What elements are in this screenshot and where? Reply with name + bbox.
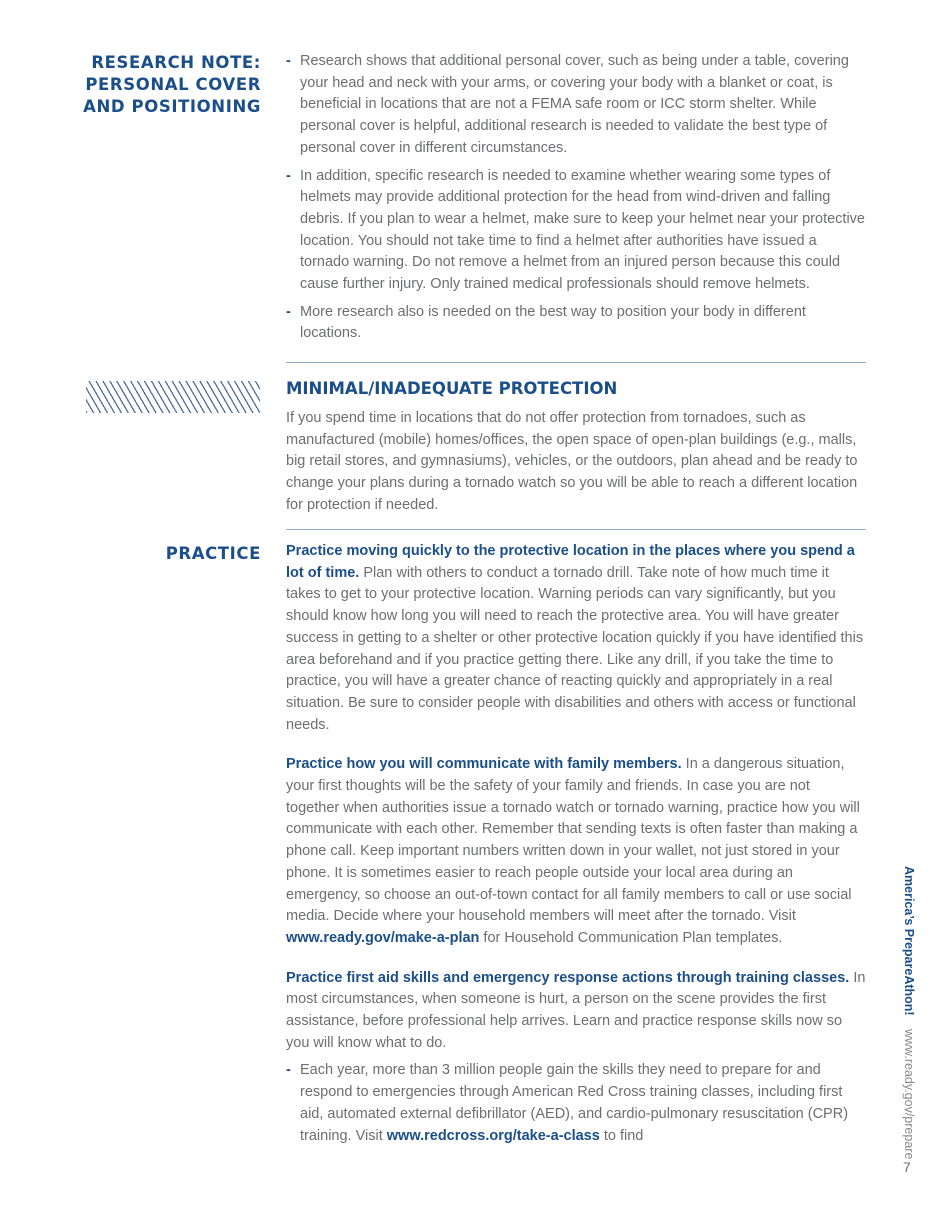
bullet-text: Each year, more than 3 million people gain the skills they need to prepare for and respond to emergencies through American Red Cross training classes, including first aid, automated external defibrillator (AED), and cardio-pulmonary resuscitation (CPR) training. Visit xyxy=(300,1062,849,1144)
bullet-tail: to find xyxy=(599,1127,644,1144)
practice-heading: PRACTICE xyxy=(165,544,261,563)
dash-icon: - xyxy=(286,1062,291,1079)
research-note-heading-line: AND POSITIONING xyxy=(83,97,261,116)
practice-paragraph-2-text: In a dangerous situation, your first thoughts will be the safety of your family and friends. In case you are not together when authorities issue a tornado watch or tornado warning, practice how you will communicate with each other. Remember that sending texts is often faster than making a phone call. Keep important numbers written down in your wallet, not just stored in your phone. It is sometimes easier to reach people outside your local area during an emergency, so choose an out-of-town contact for all family members to call or use social media. Decide where your household members will meet after the tornado. Visit xyxy=(286,756,860,925)
bullet-item xyxy=(286,166,866,296)
minimal-protection-body: If you spend time in locations that do not offer protection from tornadoes, such as manufactured (mobile) homes/offices, the open space of open-plan buildings (e.g., malls, big retail stores, and gymnasiums), vehicles, or the outdoors, plan ahead and be ready to change your plans during a tornado watch so you will be able to reach a different location for protection if needed. xyxy=(286,410,858,513)
redcross-class-link[interactable]: www.redcross.org/take-a-class xyxy=(386,1127,600,1144)
hatch-pattern xyxy=(86,381,260,413)
minimal-protection-content xyxy=(286,408,866,517)
practice-paragraph-1 xyxy=(286,541,866,736)
practice-paragraph-1-text: Plan with others to conduct a tornado drill. Take note of how much time it takes to get to your protective location. Warning periods can vary significantly, but you should know how long you will need to reach the protective area. You will have greater success in getting to a shelter or other protective location quickly if you have identified this area beforehand and if you practice getting there. Like any drill, if you take the time to practice, you will have a greater chance of reacting quickly and appropriately in a real situation. Be sure to consider people with disabilities and others with access or functional needs. xyxy=(286,564,864,733)
bullet-item xyxy=(286,1060,866,1147)
footer-url[interactable]: www.ready.gov/prepare xyxy=(902,1029,916,1160)
research-note-heading-line: RESEARCH NOTE: xyxy=(91,53,261,72)
research-note-heading-line: PERSONAL COVER xyxy=(85,75,261,94)
practice-paragraph-3 xyxy=(286,968,866,1055)
bullet-item xyxy=(286,302,866,345)
practice-paragraph-2-lead: Practice how you will communicate with family members. xyxy=(286,756,682,773)
dash-icon: - xyxy=(286,53,291,69)
practice-paragraph-3-lead: Practice first aid skills and emergency response actions through training classes. xyxy=(286,969,850,986)
research-note-content xyxy=(286,51,866,351)
bullet-text: Research shows that additional personal cover, such as being under a table, covering your head and neck with your arms, or covering your body with a blanket or coat, is beneficial in locations that are not a FEMA safe room or ICC storm shelter. While personal cover is helpful, additional research is needed to validate the best type of personal cover in different circumstances. xyxy=(300,53,849,156)
divider xyxy=(286,529,866,530)
divider xyxy=(286,362,866,363)
vertical-footer xyxy=(896,866,916,1160)
practice-paragraph-2 xyxy=(286,754,866,949)
practice-content xyxy=(286,541,866,1153)
bullet-item xyxy=(286,51,866,160)
ready-gov-plan-link[interactable]: www.ready.gov/make-a-plan xyxy=(286,929,480,946)
bullet-text: In addition, specific research is needed to examine whether wearing some types of helmets may provide additional protection for the head from wind-driven and falling debris. If you plan to wear a helmet, make sure to keep your helmet near your protective location. You should not take time to find a helmet after authorities have issued a tornado warning. Do not remove a helmet from an injured person because this could cause further injury. Only trained medical professionals should remove helmets. xyxy=(300,167,865,293)
research-note-heading xyxy=(60,52,261,118)
practice-paragraph-2-tail: for Household Communication Plan templates. xyxy=(479,929,783,946)
dash-icon: - xyxy=(286,303,291,320)
practice-bullets xyxy=(286,1060,866,1147)
brand-name: America’s PrepareAthon! xyxy=(902,866,916,1016)
page-number: 7 xyxy=(903,1159,911,1175)
dash-icon: - xyxy=(286,167,291,184)
bullet-text: More research also is needed on the best way to position your body in different locations. xyxy=(300,303,806,342)
research-note-bullets xyxy=(286,51,866,345)
practice-paragraph-1-lead: Practice moving quickly to the protective location in the places where you spend a lot of time. xyxy=(286,543,855,581)
minimal-protection-title: MINIMAL/INADEQUATE PROTECTION xyxy=(286,379,618,398)
practice-paragraph-3-text: In most circumstances, when someone is hurt, a person on the scene provides the first assistance, before professional help arrives. Learn and practice response skills now so you will know what to do. xyxy=(286,969,866,1051)
